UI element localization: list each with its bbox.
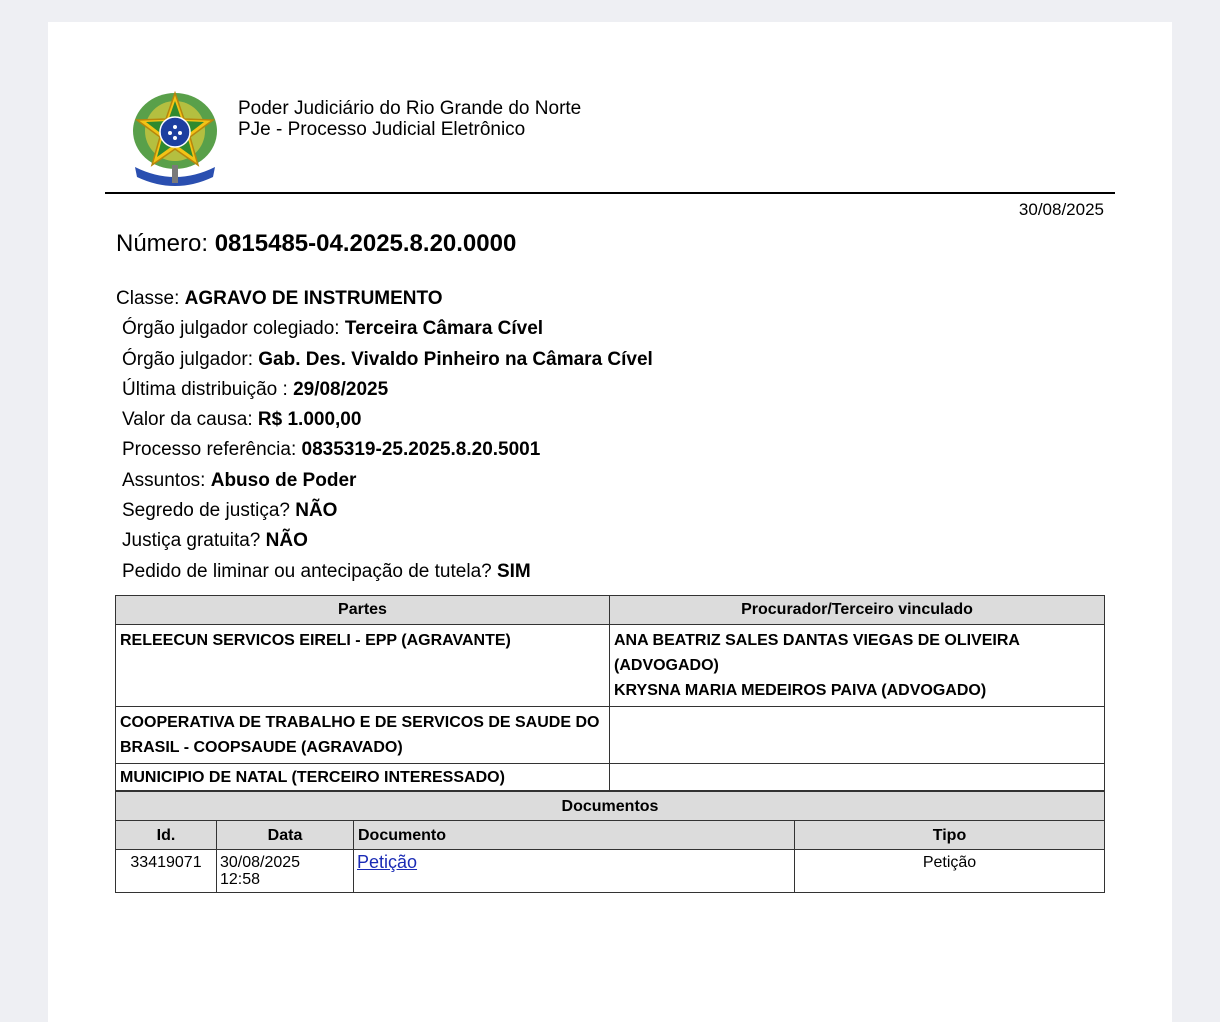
- field-value: 29/08/2025: [293, 378, 389, 400]
- field-label: Assuntos:: [122, 469, 206, 491]
- field-classe: [116, 286, 653, 316]
- field-label: Justiça gratuita?: [122, 530, 261, 552]
- procurador-cell: [610, 707, 1105, 764]
- field-orgao-colegiado: [116, 316, 653, 346]
- documentos-table: [115, 791, 1105, 893]
- field-value: Gab. Des. Vivaldo Pinheiro na Câmara Cível: [258, 348, 653, 370]
- field-value: Abuso de Poder: [210, 469, 357, 491]
- field-value: 0835319-25.2025.8.20.5001: [301, 439, 541, 461]
- court-name: Poder Judiciário do Rio Grande do Norte: [238, 98, 582, 119]
- data-column-header: Data: [217, 821, 354, 850]
- documentos-title-row: [116, 792, 1105, 821]
- parte-cell: RELEECUN SERVICOS EIRELI - EPP (AGRAVANTE): [116, 625, 610, 707]
- brazil-coat-of-arms-icon: [127, 87, 223, 187]
- documentos-header-row: [116, 821, 1105, 850]
- field-label: Classe:: [116, 288, 180, 309]
- field-label: Valor da causa:: [122, 409, 253, 431]
- field-value: NÃO: [265, 530, 308, 552]
- procurador-name: ANA BEATRIZ SALES DANTAS VIEGAS DE OLIVEIRA (ADVOGADO): [614, 632, 1020, 674]
- field-label: Processo referência:: [122, 439, 297, 461]
- document-date: [217, 850, 354, 893]
- field-value: AGRAVO DE INSTRUMENTO: [184, 288, 443, 309]
- field-value: SIM: [496, 560, 531, 582]
- document-name-cell: [354, 850, 795, 893]
- field-ultima-distribuicao: [116, 377, 653, 407]
- field-label: Órgão julgador:: [122, 348, 253, 370]
- field-label: Órgão julgador colegiado:: [122, 318, 340, 340]
- field-value: NÃO: [295, 500, 338, 522]
- document-id: 33419071: [116, 850, 217, 893]
- process-fields: [116, 286, 653, 589]
- document-date-day: 30/08/2025: [220, 854, 301, 871]
- field-value: R$ 1.000,00: [257, 409, 362, 431]
- parte-cell: MUNICIPIO DE NATAL (TERCEIRO INTERESSADO): [116, 764, 610, 791]
- organization-name: [238, 98, 581, 140]
- field-processo-referencia: [116, 437, 653, 467]
- partes-header-row: [116, 596, 1105, 625]
- procurador-name: KRYSNA MARIA MEDEIROS PAIVA (ADVOGADO): [614, 682, 987, 699]
- procurador-column-header: Procurador/Terceiro vinculado: [610, 596, 1105, 625]
- parte-cell: COOPERATIVA DE TRABALHO E DE SERVICOS DE SAUDE DO BRASIL - COOPSAUDE (AGRAVADO): [116, 707, 610, 764]
- process-number-value: 0815485-04.2025.8.20.0000: [214, 230, 517, 257]
- document-date-time: 12:58: [220, 871, 261, 888]
- documento-column-header: Documento: [354, 821, 795, 850]
- field-justica-gratuita: [116, 528, 653, 558]
- print-date: 30/08/2025: [1018, 200, 1104, 219]
- field-valor-causa: [116, 407, 653, 437]
- partes-table: [115, 595, 1105, 791]
- document-page: [48, 22, 1172, 1022]
- document-link[interactable]: Petição: [357, 852, 418, 872]
- field-label: Última distribuição :: [122, 378, 288, 400]
- system-name: PJe - Processo Judicial Eletrônico: [238, 119, 526, 140]
- table-row: [116, 625, 1105, 707]
- document-header: [105, 82, 1115, 194]
- procurador-cell: [610, 625, 1105, 707]
- id-column-header: Id.: [116, 821, 217, 850]
- field-label: Pedido de liminar ou antecipação de tutela?: [122, 560, 492, 582]
- field-value: Terceira Câmara Cível: [344, 318, 544, 340]
- partes-column-header: Partes: [116, 596, 610, 625]
- process-number-label: Número:: [116, 230, 209, 257]
- document-type: Petição: [795, 850, 1105, 893]
- field-assuntos: [116, 468, 653, 498]
- table-row: [116, 850, 1105, 893]
- field-segredo-justica: [116, 498, 653, 528]
- table-row: [116, 764, 1105, 791]
- process-number: [116, 230, 516, 258]
- table-row: [116, 707, 1105, 764]
- field-label: Segredo de justiça?: [122, 500, 290, 522]
- tipo-column-header: Tipo: [795, 821, 1105, 850]
- field-pedido-liminar: [116, 559, 653, 589]
- procurador-cell: [610, 764, 1105, 791]
- field-orgao-julgador: [116, 347, 653, 377]
- documentos-title: Documentos: [116, 792, 1105, 821]
